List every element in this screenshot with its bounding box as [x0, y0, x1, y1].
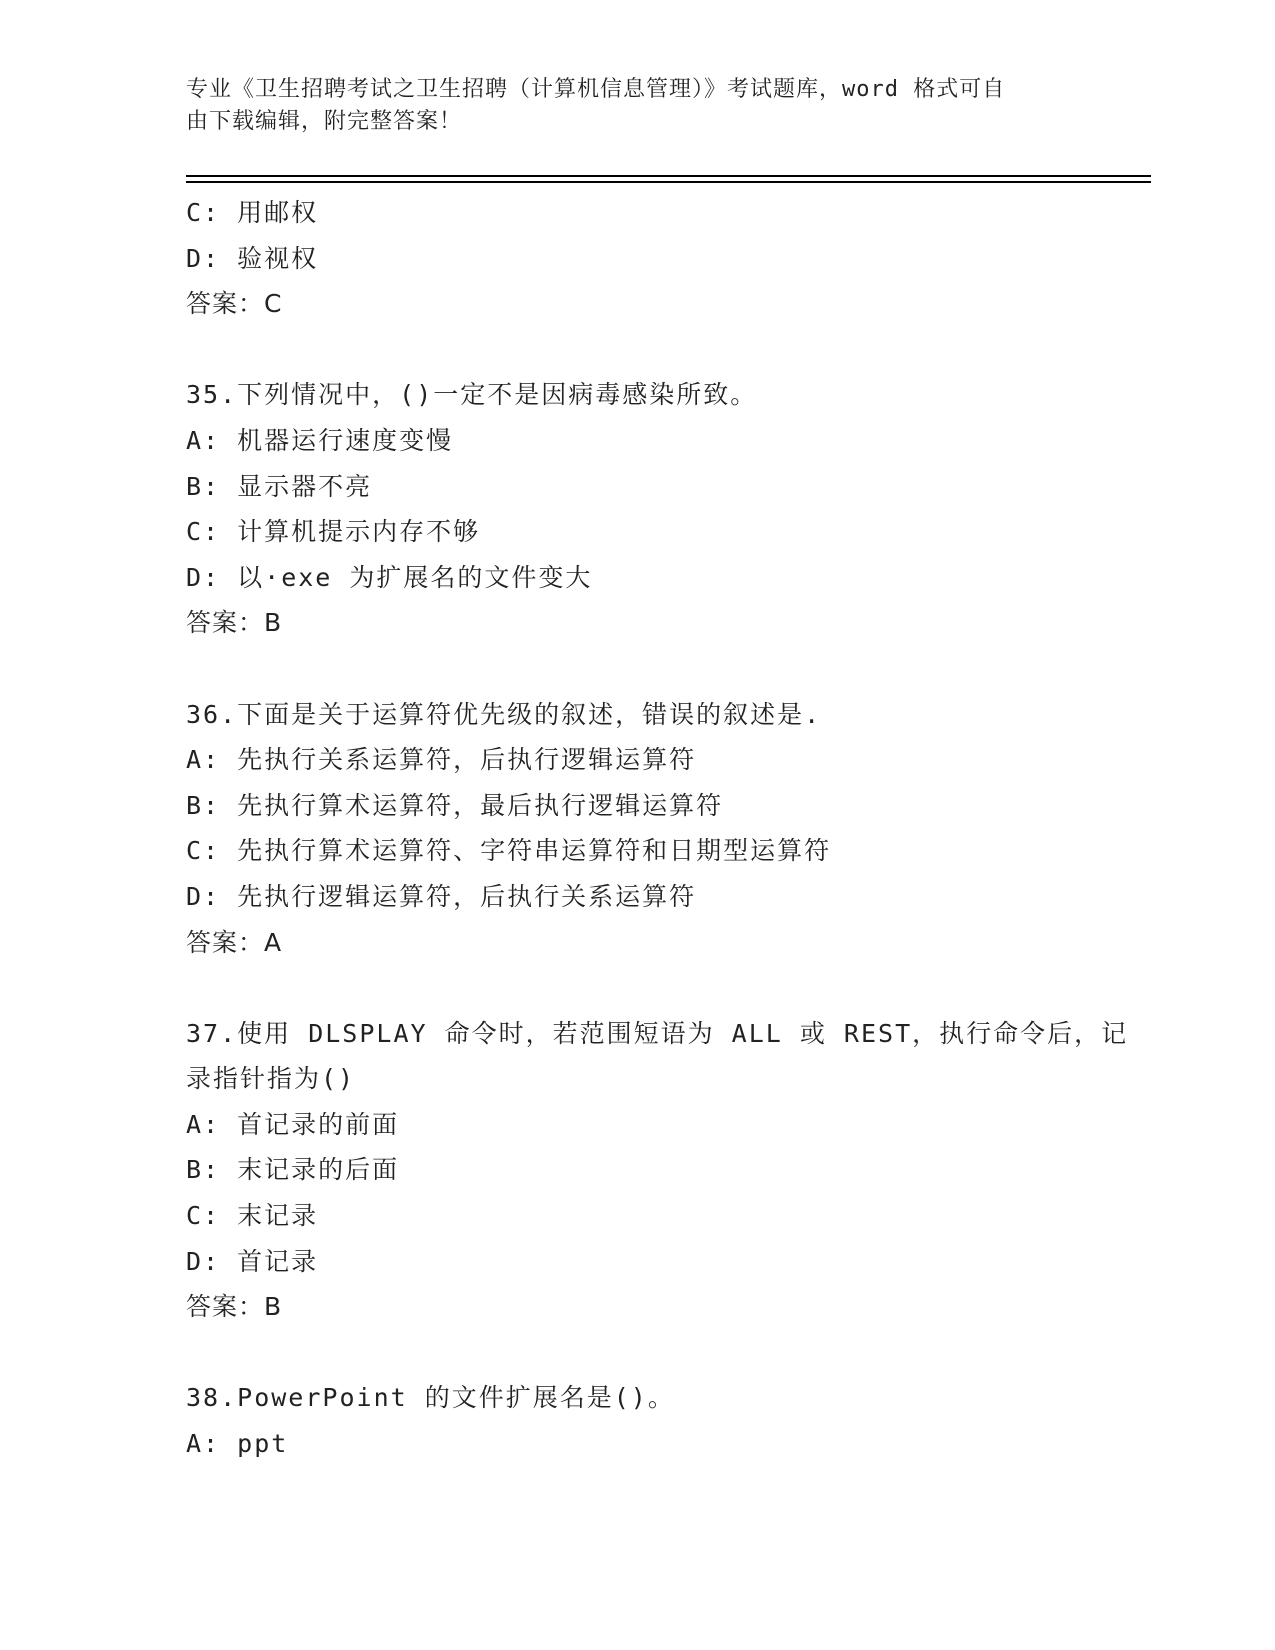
- question-37: [186, 1011, 1146, 1330]
- question-35: [186, 372, 1146, 646]
- answer-line: 答案：C: [186, 289, 283, 319]
- answer-line: 答案：B: [186, 1292, 283, 1322]
- option-a: A: 首记录的前面: [186, 1109, 400, 1139]
- question-stem: 36.下面是关于运算符优先级的叙述，错误的叙述是.: [186, 699, 822, 729]
- previous-question-tail: [186, 190, 1146, 327]
- header-line-1: 专业《卫生招聘考试之卫生招聘（计算机信息管理）》考试题库，word 格式可自: [186, 77, 1006, 102]
- option-b: B: 末记录的后面: [186, 1155, 400, 1185]
- question-stem: 38.PowerPoint 的文件扩展名是()。: [186, 1383, 675, 1413]
- option-c: C: 计算机提示内存不够: [186, 517, 481, 547]
- option-a: A: ppt: [186, 1429, 289, 1459]
- question-stem: 35.下列情况中，()一定不是因病毒感染所致。: [186, 380, 758, 410]
- answer-line: 答案：A: [186, 927, 283, 957]
- option-d: D: 首记录: [186, 1246, 319, 1276]
- option-d: D: 验视权: [186, 243, 319, 273]
- option-c: C: 用邮权: [186, 198, 319, 227]
- question-content: [186, 190, 1146, 1467]
- option-b: B: 先执行算术运算符，最后执行逻辑运算符: [186, 790, 724, 820]
- option-a: A: 先执行关系运算符，后执行逻辑运算符: [186, 745, 697, 775]
- header-line-2: 由下载编辑，附完整答案！: [186, 109, 463, 134]
- spacer: [186, 327, 1146, 373]
- spacer: [186, 1330, 1146, 1376]
- option-a: A: 机器运行速度变慢: [186, 425, 454, 455]
- option-d: D: 先执行逻辑运算符，后执行关系运算符: [186, 881, 697, 911]
- answer-line: 答案：B: [186, 608, 283, 638]
- question-stem-line-2: 录指针指为(): [186, 1064, 356, 1094]
- spacer: [186, 646, 1146, 692]
- question-stem-line-1: 37.使用 DLSPLAY 命令时，若范围短语为 ALL 或 REST，执行命令后，记: [186, 1018, 1129, 1048]
- option-d: D: 以·exe 为扩展名的文件变大: [186, 562, 593, 592]
- document-header: [186, 74, 1086, 138]
- option-b: B: 显示器不亮: [186, 471, 373, 501]
- header-rule-bottom: [186, 181, 1151, 183]
- option-c: C: 先执行算术运算符、字符串运算符和日期型运算符: [186, 836, 832, 866]
- header-rule-top: [186, 175, 1151, 177]
- spacer: [186, 965, 1146, 1011]
- question-38: [186, 1375, 1146, 1466]
- question-36: [186, 692, 1146, 966]
- option-c: C: 末记录: [186, 1201, 319, 1231]
